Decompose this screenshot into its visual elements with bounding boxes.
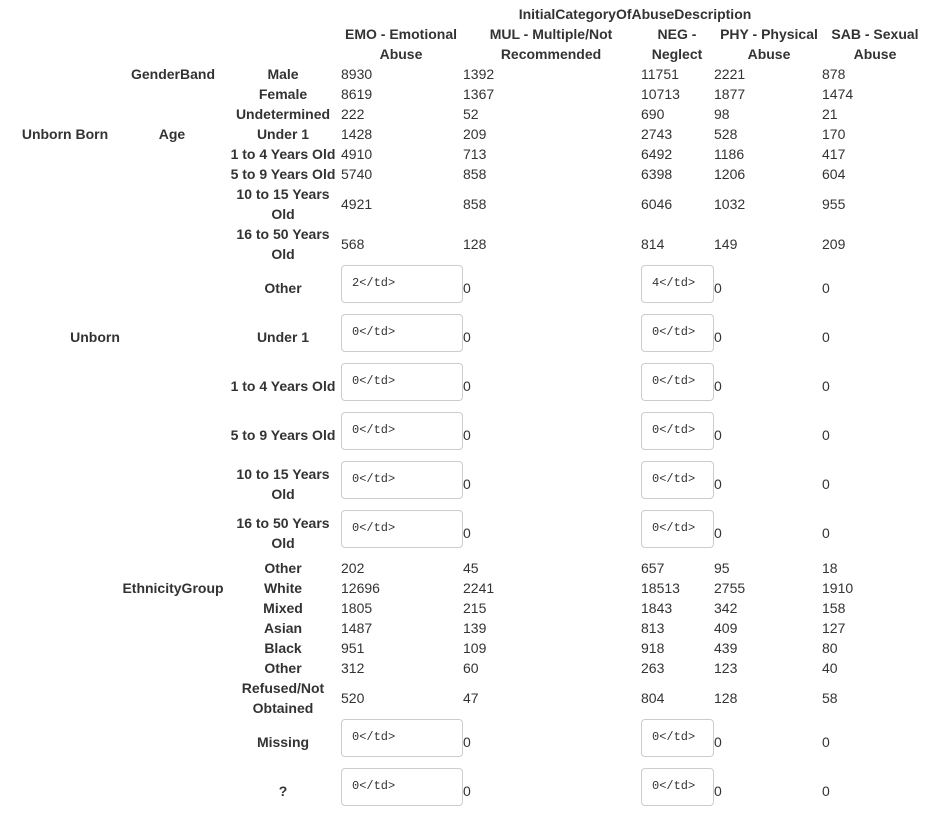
table-cell: 128	[714, 690, 738, 706]
table-cell: 0	[822, 525, 830, 541]
cell-textarea[interactable]	[341, 412, 463, 450]
table-cell: 0	[714, 476, 722, 492]
cell-textarea[interactable]	[641, 314, 714, 352]
table-cell: 858	[463, 166, 487, 182]
table-cell: 8930	[341, 66, 373, 82]
row-label: Under 1	[256, 126, 310, 142]
cell-textarea[interactable]	[341, 719, 463, 757]
row-label: Undetermined	[235, 106, 331, 122]
table-cell: 1032	[714, 196, 746, 212]
table-cell: 312	[341, 660, 365, 676]
table-cell: 1805	[341, 600, 373, 616]
table-cell: 1392	[463, 66, 495, 82]
table-cell: 878	[822, 66, 846, 82]
table-cell: 1487	[341, 620, 373, 636]
cell-textarea[interactable]	[641, 363, 714, 401]
column-header-phy: PHY - Physical Abuse	[720, 26, 818, 62]
table-cell: 0	[463, 427, 471, 443]
table-cell: 1206	[714, 166, 746, 182]
table-cell: 813	[641, 620, 665, 636]
table-cell: 158	[822, 600, 846, 616]
row-label: 10 to 15 Years Old	[236, 466, 330, 502]
cell-textarea[interactable]	[641, 461, 714, 499]
row-label: Missing	[256, 734, 310, 750]
table-cell: 209	[822, 236, 846, 252]
table-cell: 417	[822, 146, 846, 162]
column-header-mul: MUL - Multiple/Not Recommended	[489, 26, 613, 62]
row-label: Refused/Not Obtained	[241, 680, 325, 716]
table-cell: 858	[463, 196, 487, 212]
table-cell: 10713	[641, 86, 680, 102]
table-cell: 657	[641, 560, 665, 576]
cell-textarea[interactable]	[341, 510, 463, 548]
table-cell: 8619	[341, 86, 373, 102]
table-cell: 2743	[641, 126, 673, 142]
table-cell: 409	[714, 620, 738, 636]
row-label: Other	[264, 660, 302, 676]
table-cell: 0	[714, 378, 722, 394]
table-cell: 18513	[641, 580, 680, 596]
row-label: 16 to 50 Years Old	[236, 226, 330, 262]
row-label: Other	[264, 280, 302, 296]
table-cell: 11751	[641, 66, 679, 82]
column-header-neg: NEG - Neglect	[651, 26, 703, 62]
row-label: 1 to 4 Years Old	[230, 378, 336, 394]
table-cell: 0	[822, 734, 830, 750]
table-cell: 1910	[822, 580, 854, 596]
table-cell: 18	[822, 560, 838, 576]
table-cell: 6046	[641, 196, 673, 212]
group-label-ethnicity: EthnicityGroup	[122, 580, 224, 596]
table-cell: 0	[822, 329, 830, 345]
table-cell: 0	[714, 525, 722, 541]
table-cell: 149	[714, 236, 738, 252]
table-cell: 170	[822, 126, 846, 142]
table-cell: 0	[822, 427, 830, 443]
cell-textarea[interactable]	[341, 265, 463, 303]
table-cell: 1428	[341, 126, 373, 142]
row-label: 10 to 15 Years Old	[236, 186, 330, 222]
table-cell: 5740	[341, 166, 373, 182]
table-cell: 951	[341, 640, 365, 656]
row-label: White	[263, 580, 303, 596]
group-label-gender-band: GenderBand	[130, 66, 215, 82]
table-cell: 40	[822, 660, 838, 676]
table-cell: 123	[714, 660, 738, 676]
table-cell: 222	[341, 106, 365, 122]
table-cell: 0	[463, 783, 471, 799]
row-label: Black	[264, 640, 302, 656]
table-cell: 0	[714, 427, 722, 443]
cell-textarea[interactable]	[341, 768, 463, 806]
table-cell: 0	[463, 280, 471, 296]
table-cell: 439	[714, 640, 738, 656]
row-label: 1 to 4 Years Old	[230, 146, 336, 162]
table-cell: 6398	[641, 166, 673, 182]
table-cell: 690	[641, 106, 665, 122]
table-cell: 2221	[714, 66, 746, 82]
cell-textarea[interactable]	[341, 461, 463, 499]
row-label: Other	[264, 560, 302, 576]
table-cell: 95	[714, 560, 730, 576]
table-cell: 21	[822, 106, 838, 122]
table-cell: 4910	[341, 146, 373, 162]
table-cell: 713	[463, 146, 487, 162]
table-cell: 1474	[822, 86, 854, 102]
table-cell: 604	[822, 166, 846, 182]
table-cell: 520	[341, 690, 365, 706]
table-cell: 0	[714, 329, 722, 345]
table-cell: 0	[463, 378, 471, 394]
table-cell: 127	[822, 620, 846, 636]
table-cell: 568	[341, 236, 365, 252]
table-cell: 2241	[463, 580, 495, 596]
table-cell: 0	[714, 783, 722, 799]
table-cell: 814	[641, 236, 665, 252]
row-label: Mixed	[263, 600, 303, 616]
table-cell: 139	[463, 620, 487, 636]
table-cell: 209	[463, 126, 487, 142]
table-cell: 128	[463, 236, 487, 252]
table-cell: 109	[463, 640, 487, 656]
table-cell: 804	[641, 690, 665, 706]
table-cell: 45	[463, 560, 479, 576]
table-cell: 1186	[714, 146, 745, 162]
cell-textarea[interactable]	[641, 768, 714, 806]
cell-textarea[interactable]	[641, 265, 714, 303]
row-label: Asian	[263, 620, 303, 636]
table-cell: 47	[463, 690, 479, 706]
cell-textarea[interactable]	[641, 719, 714, 757]
row-label: Under 1	[256, 329, 310, 345]
table-cell: 80	[822, 640, 838, 656]
group-label-unborn: Unborn	[70, 329, 120, 345]
table-cell: 0	[463, 476, 471, 492]
cell-textarea[interactable]	[341, 363, 463, 401]
table-cell: 6492	[641, 146, 673, 162]
table-cell: 0	[714, 280, 722, 296]
table-cell: 0	[822, 280, 830, 296]
table-cell: 342	[714, 600, 738, 616]
cell-textarea[interactable]	[641, 510, 714, 548]
column-header-emo: EMO - Emotional Abuse	[345, 26, 457, 62]
table-cell: 58	[822, 690, 838, 706]
table-cell: 528	[714, 126, 738, 142]
table-cell: 0	[463, 525, 471, 541]
table-cell: 0	[822, 378, 830, 394]
table-cell: 0	[822, 783, 830, 799]
row-label: 16 to 50 Years Old	[236, 515, 330, 551]
table-cell: 98	[714, 106, 730, 122]
table-cell: 2755	[714, 580, 746, 596]
table-cell: 4921	[341, 196, 373, 212]
table-cell: 0	[463, 329, 471, 345]
category-title: InitialCategoryOfAbuseDescription	[518, 6, 752, 22]
row-label: Male	[267, 66, 299, 82]
table-cell: 202	[341, 560, 365, 576]
table-cell: 955	[822, 196, 846, 212]
table-cell: 12696	[341, 580, 380, 596]
table-cell: 1843	[641, 600, 673, 616]
table-cell: 1367	[463, 86, 495, 102]
table-cell: 215	[463, 600, 487, 616]
column-header-sab: SAB - Sexual Abuse	[831, 26, 919, 62]
table-cell: 60	[463, 660, 479, 676]
table-cell: 263	[641, 660, 665, 676]
table-cell: 0	[822, 476, 830, 492]
row-label: 5 to 9 Years Old	[230, 166, 336, 182]
group-label-age: Age	[158, 126, 186, 142]
table-cell: 918	[641, 640, 665, 656]
row-label: 5 to 9 Years Old	[230, 427, 336, 443]
table-cell: 1877	[714, 86, 746, 102]
cell-textarea[interactable]	[641, 412, 714, 450]
table-cell: 0	[714, 734, 722, 750]
row-label: Female	[258, 86, 308, 102]
table-cell: 52	[463, 106, 479, 122]
group-label-unborn-born: Unborn Born	[21, 126, 109, 142]
row-label: ?	[278, 783, 288, 799]
table-cell: 0	[463, 734, 471, 750]
cell-textarea[interactable]	[341, 314, 463, 352]
